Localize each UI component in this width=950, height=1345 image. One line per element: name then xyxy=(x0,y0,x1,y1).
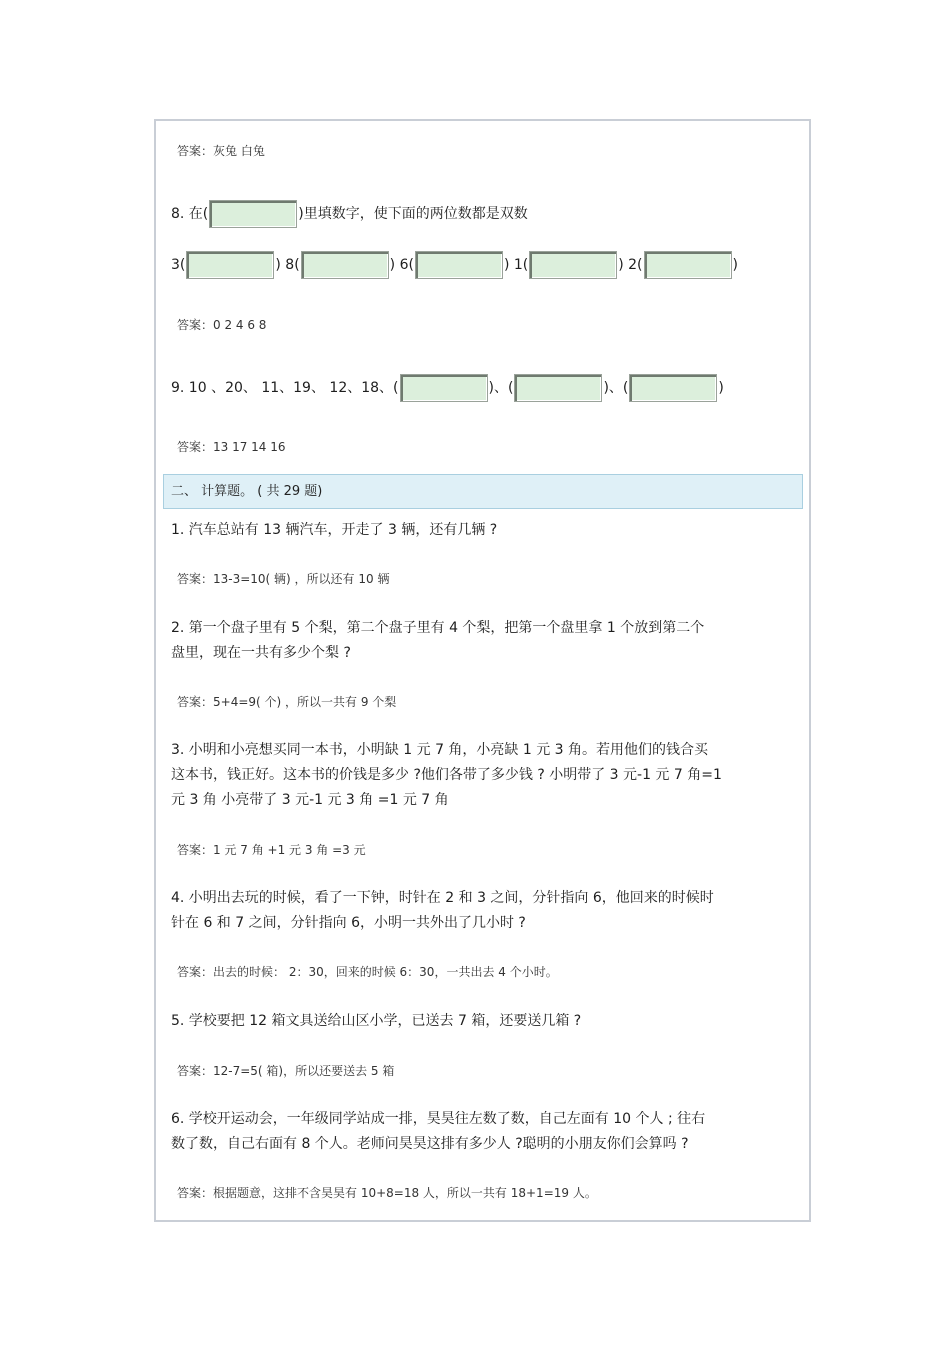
problem-1-answer: 答案：13-3=10( 辆) ，所以还有 10 辆 xyxy=(177,572,390,586)
q8-prompt xyxy=(171,199,528,229)
problem-5 xyxy=(171,1009,581,1034)
problem-3-line-1: 3. 小明和小亮想买同一本书，小明缺 1 元 7 角，小亮缺 1 元 3 角。若用他们的钱合买 xyxy=(171,742,709,758)
problem-6 xyxy=(171,1107,705,1157)
q9-sep-1: )、( xyxy=(488,380,514,396)
q8-prompt-suffix: )里填数字，使下面的两位数都是双数 xyxy=(298,206,528,222)
q8-prompt-prefix: 8. 在( xyxy=(171,206,209,222)
q9-sequence xyxy=(171,373,724,403)
document-frame xyxy=(154,119,811,1222)
problem-6-answer: 答案：根据题意，这排不含昊昊有 10+8=18 人，所以一共有 18+1=19 人。 xyxy=(177,1186,597,1200)
problem-6-line-2: 数了数，自己右面有 8 个人。老师问昊昊这排有多少人 ?聪明的小朋友你们会算吗 ? xyxy=(171,1136,689,1152)
q8-row-label-5: ) 2( xyxy=(618,257,643,273)
problem-2-line-2: 盘里，现在一共有多少个梨 ? xyxy=(171,645,351,661)
problem-4 xyxy=(171,886,714,936)
q8-row xyxy=(171,250,738,280)
q7-answer: 答案：灰兔 白兔 xyxy=(177,144,265,158)
problem-1-line-1: 1. 汽车总站有 13 辆汽车，开走了 3 辆，还有几辆 ? xyxy=(171,522,498,538)
q9-input-1[interactable] xyxy=(400,374,488,402)
q9-sequence-text: 9. 10 、20、 11、19、 12、18、( xyxy=(171,380,399,396)
problem-3-answer: 答案：1 元 7 角 +1 元 3 角 =3 元 xyxy=(177,843,366,857)
q8-input-4[interactable] xyxy=(529,251,617,279)
q9-sep-2: )、( xyxy=(603,380,629,396)
problem-5-answer: 答案：12-7=5( 箱)，所以还要送去 5 箱 xyxy=(177,1064,395,1078)
q8-input-3[interactable] xyxy=(415,251,503,279)
q8-row-label-2: ) 8( xyxy=(275,257,300,273)
q8-answer: 答案：0 2 4 6 8 xyxy=(177,318,267,332)
q8-row-label-3: ) 6( xyxy=(389,257,414,273)
problem-3 xyxy=(171,738,722,813)
q8-input-5[interactable] xyxy=(644,251,732,279)
problem-4-line-1: 4. 小明出去玩的时候，看了一下钟，时针在 2 和 3 之间，分针指向 6，他回来的时候时 xyxy=(171,890,714,906)
problem-4-line-2: 针在 6 和 7 之间，分针指向 6，小明一共外出了几小时 ? xyxy=(171,915,526,931)
problem-3-line-2: 这本书，钱正好。这本书的价钱是多少 ?他们各带了多少钱 ? 小明带了 3 元-1 元 7 角=1 xyxy=(171,767,722,783)
problem-4-answer: 答案：出去的时候： 2：30，回来的时候 6：30，一共出去 4 个小时。 xyxy=(177,965,558,979)
problem-2-line-1: 2. 第一个盘子里有 5 个梨，第二个盘子里有 4 个梨，把第一个盘里拿 1 个放到第二个 xyxy=(171,620,705,636)
q8-input-2[interactable] xyxy=(301,251,389,279)
q9-end: ) xyxy=(718,380,724,396)
q9-input-3[interactable] xyxy=(629,374,717,402)
q8-row-label-4: ) 1( xyxy=(503,257,529,273)
problem-6-line-1: 6. 学校开运动会，一年级同学站成一排，昊昊往左数了数，自己左面有 10 个人 ; 往右 xyxy=(171,1111,706,1127)
q8-input-1[interactable] xyxy=(186,251,274,279)
q9-answer: 答案：13 17 14 16 xyxy=(177,440,286,454)
problem-3-line-3: 元 3 角 小亮带了 3 元-1 元 3 角 =1 元 7 角 xyxy=(171,792,449,808)
problem-5-line-1: 5. 学校要把 12 箱文具送给山区小学，已送去 7 箱，还要送几箱 ? xyxy=(171,1013,582,1029)
problem-2 xyxy=(171,616,704,666)
q8-example-input[interactable] xyxy=(209,200,297,228)
problem-2-answer: 答案：5+4=9( 个) ，所以一共有 9 个梨 xyxy=(177,695,397,709)
q9-input-2[interactable] xyxy=(514,374,602,402)
problem-1 xyxy=(171,518,497,543)
q8-row-label-6: ) xyxy=(732,257,738,273)
q8-row-label-1: 3( xyxy=(171,257,186,273)
section-header: 二、 计算题。 ( 共 29 题) xyxy=(163,474,803,509)
